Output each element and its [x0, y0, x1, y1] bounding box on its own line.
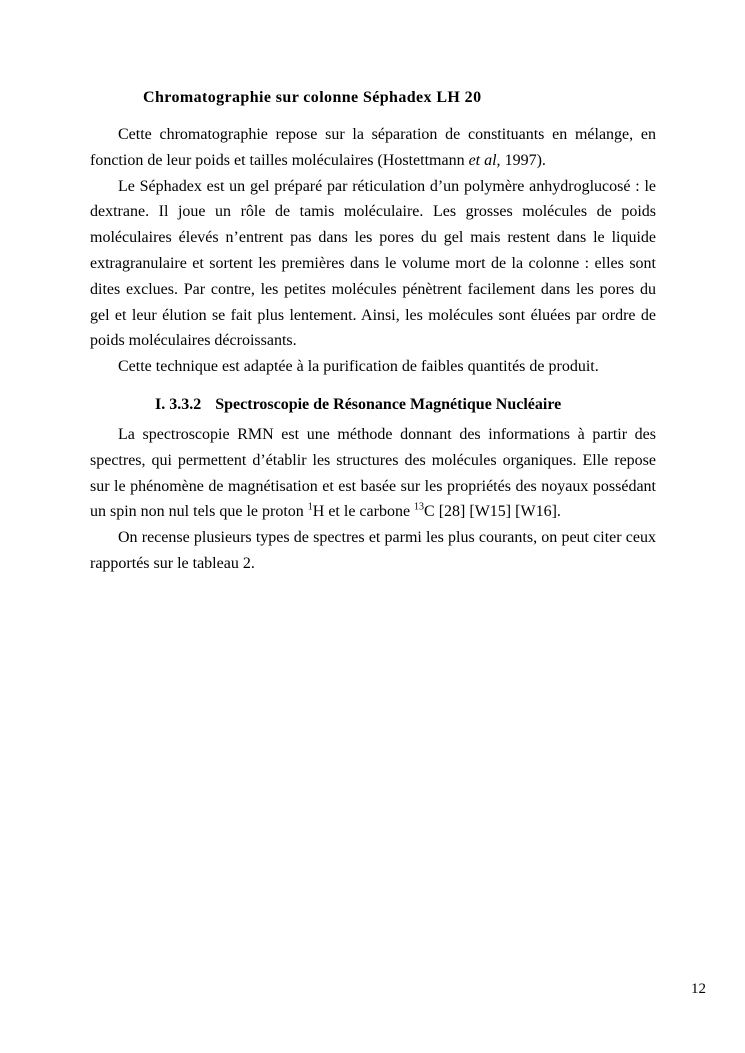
paragraph-2: Le Séphadex est un gel préparé par réticulation d’un polymère anhydroglucosé : le dextrane. Il joue un rôle de tamis moléculaire. Les grosses molécules de poids moléculaires élevés n’entrent pas dans les pores du gel mais restent dans le liquide extragranulaire et sortent les premières dans le volume mort de la colonne : elles sont dites exclues. Par contre, les petites molécules pénètrent facilement dans les pores du gel et leur élution se fait plus lentement. Ainsi, les molécules sont éluées par ordre de poids moléculaires décroissants.: [90, 177, 656, 350]
section-title: Chromatographie sur colonne Séphadex LH 20: [143, 89, 482, 106]
subsection-heading: [155, 395, 656, 415]
paragraph-4: [90, 422, 656, 525]
paragraph-text: H et le carbone: [312, 503, 415, 521]
paragraph-text: 1997).: [500, 151, 546, 169]
subsection-number: I. 3.3.2: [155, 395, 202, 413]
subsection-title-text: Spectroscopie de Résonance Magnétique Nucléaire: [215, 395, 562, 413]
superscript-isotope-13: 13: [414, 502, 425, 514]
paragraph-text: C [28] [W15] [W16].: [424, 503, 561, 521]
citation-et-al: et al,: [468, 151, 501, 169]
page-number: 12: [691, 981, 706, 997]
paragraph-1: [90, 122, 656, 174]
superscript-isotope-1: 1: [307, 502, 313, 514]
paragraph-text: Cette chromatographie repose sur la séparation de constituants en mélange, en fonction de leur poids et tailles moléculaires (Hostettmann: [90, 126, 656, 169]
paragraph-text: La spectroscopie RMN est une méthode donnant des informations à partir des spectres, qui permettent d’établir les structures des molécules organiques. Elle repose sur le phénomène de magnétisation et est basée sur les propriétés des noyaux possédant un spin non nul tels que le proton: [90, 425, 656, 521]
paragraph-5: On recense plusieurs types de spectres et parmi les plus courants, on peut citer ceux rapportés sur le tableau 2.: [90, 529, 656, 572]
paragraph-3: Cette technique est adaptée à la purification de faibles quantités de produit.: [118, 358, 599, 376]
